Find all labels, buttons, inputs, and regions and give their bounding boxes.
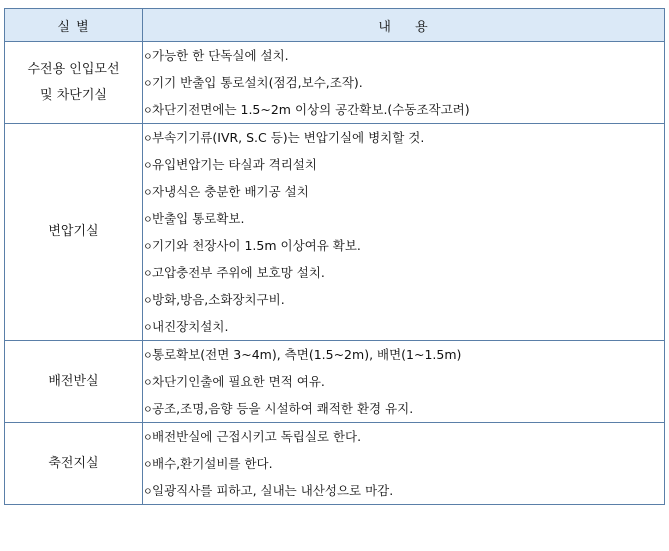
item-text: 자냉식은 충분한 배기공 설치 [152,184,309,199]
bullet-icon: ㅇ [143,106,153,117]
list-item [143,477,664,504]
header-content: 내 용 [143,9,665,42]
list-item [143,313,664,340]
list-item [143,151,664,178]
bullet-icon: ㅇ [143,269,153,280]
list-item [143,259,664,286]
room-name [5,42,143,124]
room-name [5,341,143,423]
bullet-icon: ㅇ [143,296,153,307]
list-item [143,124,664,151]
item-text: 부속기기류(IVR, S.C 등)는 변압기실에 병치할 것. [152,130,425,145]
room-requirements [143,341,665,423]
spec-table [4,8,665,505]
item-text: 기기 반출입 통로설치(점검,보수,조작). [152,75,363,90]
item-text: 내진장치설치. [152,319,229,334]
list-item [143,423,664,450]
list-item [143,450,664,477]
bullet-icon: ㅇ [143,460,153,471]
bullet-icon: ㅇ [143,79,153,90]
item-text: 기기와 천장사이 1.5m 이상여유 확보. [152,238,361,253]
item-text: 방화,방음,소화장치구비. [152,292,285,307]
room-name [5,124,143,341]
list-item [143,178,664,205]
list-item [143,205,664,232]
item-text: 가능한 한 단독실에 설치. [152,48,289,63]
bullet-icon: ㅇ [143,215,153,226]
item-text: 공조,조명,음향 등을 시설하여 쾌적한 환경 유지. [152,401,414,416]
list-item [143,96,664,123]
item-text: 차단기전면에는 1.5~2m 이상의 공간확보.(수동조작고려) [152,102,470,117]
room-name-line: 및 차단기실 [40,87,107,103]
bullet-icon: ㅇ [143,487,153,498]
bullet-icon: ㅇ [143,52,153,63]
room-name-line: 배전반실 [48,373,99,389]
bullet-icon: ㅇ [143,405,153,416]
bullet-icon: ㅇ [143,433,153,444]
item-text: 반출입 통로확보. [152,211,245,226]
item-text: 일광직사를 피하고, 실내는 내산성으로 마감. [152,483,394,498]
room-name-line: 축전지실 [48,455,99,471]
list-item [143,368,664,395]
bullet-icon: ㅇ [143,161,153,172]
table-row [5,124,665,341]
list-item [143,69,664,96]
list-item [143,286,664,313]
room-name-line: 수전용 인입모선 [27,61,120,77]
bullet-icon: ㅇ [143,323,153,334]
item-text: 배전반실에 근접시키고 독립실로 한다. [152,429,362,444]
item-text: 배수,환기설비를 한다. [152,456,273,471]
bullet-icon: ㅇ [143,242,153,253]
list-item [143,395,664,422]
item-text: 고압충전부 주위에 보호망 설치. [152,265,325,280]
item-text: 통로확보(전면 3~4m), 측면(1.5~2m), 배면(1~1.5m) [152,347,462,362]
room-requirements [143,423,665,505]
room-name-line: 변압기실 [48,224,99,239]
bullet-icon: ㅇ [143,134,153,145]
bullet-icon: ㅇ [143,378,153,389]
list-item [143,42,664,69]
room-requirements [143,42,665,124]
table-body [5,42,665,505]
item-text: 유입변압기는 타실과 격리설치 [152,157,317,172]
table-row [5,42,665,124]
bullet-icon: ㅇ [143,351,153,362]
header-room: 실 별 [5,9,143,42]
table-row [5,423,665,505]
item-text: 차단기인출에 필요한 면적 여유. [152,374,325,389]
room-requirements [143,124,665,341]
table-row [5,341,665,423]
bullet-icon: ㅇ [143,188,153,199]
list-item [143,341,664,368]
room-name [5,423,143,505]
list-item [143,232,664,259]
header-row [5,9,665,42]
